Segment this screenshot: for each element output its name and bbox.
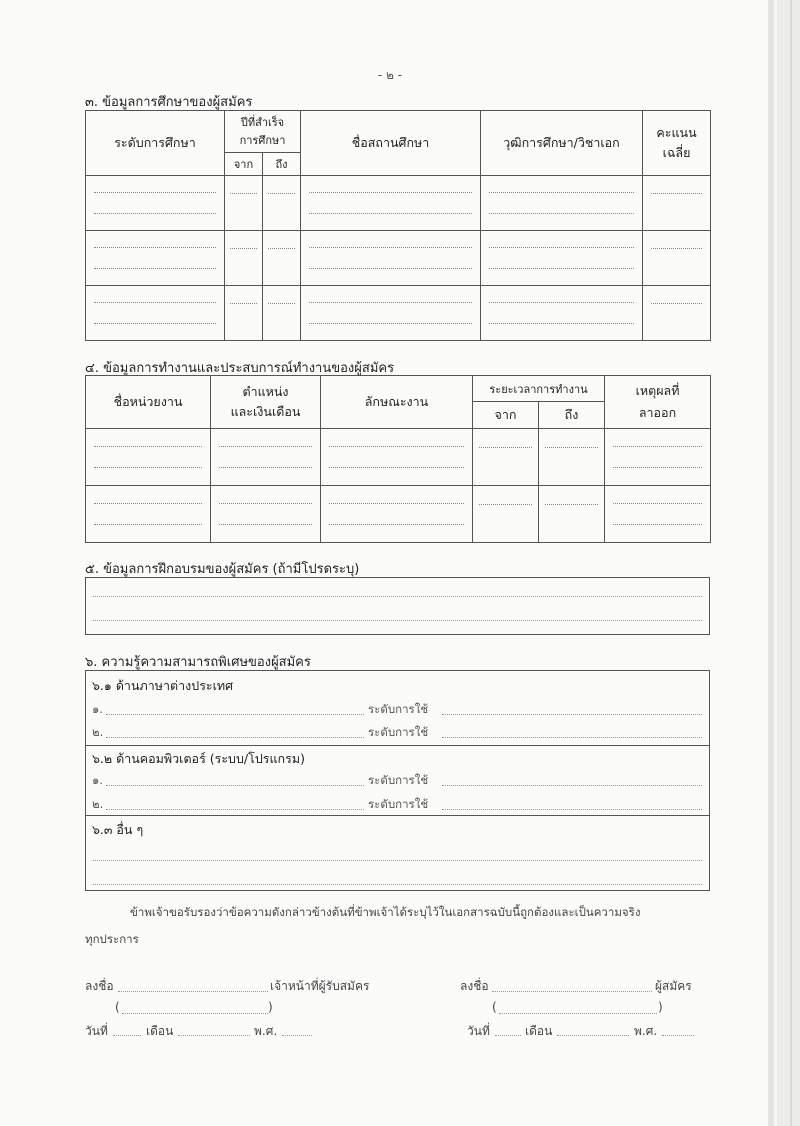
training-line-1[interactable] <box>93 596 702 597</box>
gpa-cell[interactable] <box>643 286 711 341</box>
header-reason-line1: เหตุผลที่ <box>635 383 680 398</box>
header-level: ระดับการศึกษา <box>86 111 225 176</box>
applicant-signature-input[interactable] <box>492 991 652 992</box>
section6-title: ๖. ความรู้ความสามารถพิเศษของผู้สมัคร <box>85 655 311 670</box>
other-line-2[interactable] <box>93 884 702 885</box>
divider <box>85 815 710 816</box>
training-line-2[interactable] <box>93 620 702 621</box>
header-duration: ระยะเวลาการทำงาน <box>473 376 605 402</box>
header-to: ถึง <box>263 153 301 176</box>
officer-year-label: พ.ศ. <box>254 1024 278 1038</box>
officer-signature-input[interactable] <box>118 991 268 992</box>
job-nature-cell[interactable] <box>321 429 473 486</box>
table-row <box>86 286 711 341</box>
computer-item-2-input[interactable] <box>106 809 364 810</box>
computer-subtitle: ๖.๒ ด้านคอมพิวเตอร์ (ระบบ/โปรแกรม) <box>92 751 305 766</box>
table-row <box>86 486 711 543</box>
header-degree: วุฒิการศึกษา/วิชาเอก <box>481 111 643 176</box>
computer-item-2-num: ๒. <box>92 797 104 811</box>
header-gpa-line1: คะแนน <box>656 125 697 140</box>
to-cell[interactable] <box>263 286 301 341</box>
language-item-2-level-label: ระดับการใช้ <box>368 725 429 739</box>
to-cell[interactable] <box>539 429 605 486</box>
applicant-month-label: เดือน <box>525 1024 553 1038</box>
header-reason-line2: ลาออก <box>638 405 677 420</box>
job-nature-cell[interactable] <box>321 486 473 543</box>
institution-cell[interactable] <box>301 286 481 341</box>
table-row <box>86 429 711 486</box>
org-cell[interactable] <box>86 429 211 486</box>
divider <box>85 745 710 746</box>
degree-cell[interactable] <box>481 176 643 231</box>
table-row <box>86 176 711 231</box>
table-row <box>86 231 711 286</box>
section3-title: ๓. ข้อมูลการศึกษาของผู้สมัคร <box>85 95 253 110</box>
language-item-1-input[interactable] <box>106 714 364 715</box>
header-year-line2: การศึกษา <box>239 133 286 147</box>
position-cell[interactable] <box>211 486 321 543</box>
language-item-2-num: ๒. <box>92 725 104 739</box>
from-cell[interactable] <box>473 429 539 486</box>
level-cell[interactable] <box>86 286 225 341</box>
applicant-month-input[interactable] <box>557 1035 629 1036</box>
header-gpa <box>643 111 711 176</box>
declaration-line-2: ทุกประการ <box>85 932 139 946</box>
header-year-line1: ปีที่สำเร็จ <box>240 115 285 129</box>
education-table <box>85 110 711 341</box>
applicant-open-paren: ( <box>492 1000 497 1014</box>
header-position-line1: ตำแหน่ง <box>242 384 289 399</box>
degree-cell[interactable] <box>481 286 643 341</box>
from-cell[interactable] <box>225 176 263 231</box>
computer-item-1-num: ๑. <box>92 773 103 787</box>
section5-title: ๕. ข้อมูลการฝึกอบรมของผู้สมัคร (ถ้ามีโปรดระบุ) <box>85 562 360 577</box>
work-experience-table <box>85 375 711 543</box>
language-item-1-level-label: ระดับการใช้ <box>368 702 429 716</box>
header-reason <box>605 376 711 429</box>
header-org: ชื่อหน่วยงาน <box>86 376 211 429</box>
level-cell[interactable] <box>86 176 225 231</box>
to-cell[interactable] <box>263 231 301 286</box>
applicant-role: ผู้สมัคร <box>655 979 692 993</box>
header-from: จาก <box>225 153 263 176</box>
page-number: - ๒ - <box>377 68 403 82</box>
from-cell[interactable] <box>473 486 539 543</box>
computer-item-1-level-input[interactable] <box>442 785 702 786</box>
other-subtitle: ๖.๓ อื่น ๆ <box>92 822 144 837</box>
officer-year-input[interactable] <box>282 1035 312 1036</box>
scan-edge <box>790 0 792 1126</box>
applicant-close-paren: ) <box>658 1000 663 1014</box>
scan-edge <box>777 0 800 1126</box>
language-item-1-level-input[interactable] <box>442 714 702 715</box>
gpa-cell[interactable] <box>643 176 711 231</box>
reason-cell[interactable] <box>605 429 711 486</box>
applicant-name-input[interactable] <box>499 1013 657 1014</box>
applicant-day-input[interactable] <box>495 1035 521 1036</box>
officer-sign-label: ลงชื่อ <box>85 979 114 993</box>
header-position-line2: และเงินเดือน <box>230 404 301 419</box>
applicant-year-label: พ.ศ. <box>634 1024 658 1038</box>
institution-cell[interactable] <box>301 231 481 286</box>
computer-item-2-level-label: ระดับการใช้ <box>368 797 429 811</box>
header-from: จาก <box>473 402 539 429</box>
header-gpa-line2: เฉลี่ย <box>662 145 691 160</box>
to-cell[interactable] <box>263 176 301 231</box>
applicant-sign-label: ลงชื่อ <box>460 979 489 993</box>
header-position <box>211 376 321 429</box>
officer-month-label: เดือน <box>146 1024 174 1038</box>
to-cell[interactable] <box>539 486 605 543</box>
language-item-1-num: ๑. <box>92 702 103 716</box>
applicant-day-label: วันที่ <box>467 1024 490 1038</box>
institution-cell[interactable] <box>301 176 481 231</box>
training-box <box>85 577 710 635</box>
officer-month-input[interactable] <box>178 1035 250 1036</box>
applicant-year-input[interactable] <box>662 1035 694 1036</box>
level-cell[interactable] <box>86 231 225 286</box>
officer-close-paren: ) <box>268 1000 273 1014</box>
reason-cell[interactable] <box>605 486 711 543</box>
officer-day-input[interactable] <box>113 1035 141 1036</box>
officer-name-input[interactable] <box>122 1013 268 1014</box>
language-subtitle: ๖.๑ ด้านภาษาต่างประเทศ <box>92 678 234 693</box>
degree-cell[interactable] <box>481 231 643 286</box>
from-cell[interactable] <box>225 286 263 341</box>
header-job-nature: ลักษณะงาน <box>321 376 473 429</box>
position-cell[interactable] <box>211 429 321 486</box>
header-to: ถึง <box>539 402 605 429</box>
language-item-2-input[interactable] <box>106 737 364 738</box>
section4-title: ๔. ข้อมูลการทำงานและประสบการณ์ทำงานของผู้สมัคร <box>85 361 395 376</box>
computer-item-1-input[interactable] <box>106 785 364 786</box>
officer-role: เจ้าหน้าที่ผู้รับสมัคร <box>270 979 370 993</box>
gpa-cell[interactable] <box>643 231 711 286</box>
org-cell[interactable] <box>86 486 211 543</box>
header-year-completed <box>225 111 301 153</box>
officer-day-label: วันที่ <box>85 1024 108 1038</box>
officer-open-paren: ( <box>115 1000 120 1014</box>
other-line-1[interactable] <box>93 860 702 861</box>
computer-item-1-level-label: ระดับการใช้ <box>368 773 429 787</box>
declaration-line-1: ข้าพเจ้าขอรับรองว่าข้อความดังกล่าวข้างต้นที่ข้าพเจ้าได้ระบุไว้ในเอกสารฉบับนี้ถูกต้องและเป็นความจริง <box>130 905 641 919</box>
header-institution: ชื่อสถานศึกษา <box>301 111 481 176</box>
computer-item-2-level-input[interactable] <box>442 809 702 810</box>
from-cell[interactable] <box>225 231 263 286</box>
language-item-2-level-input[interactable] <box>442 737 702 738</box>
